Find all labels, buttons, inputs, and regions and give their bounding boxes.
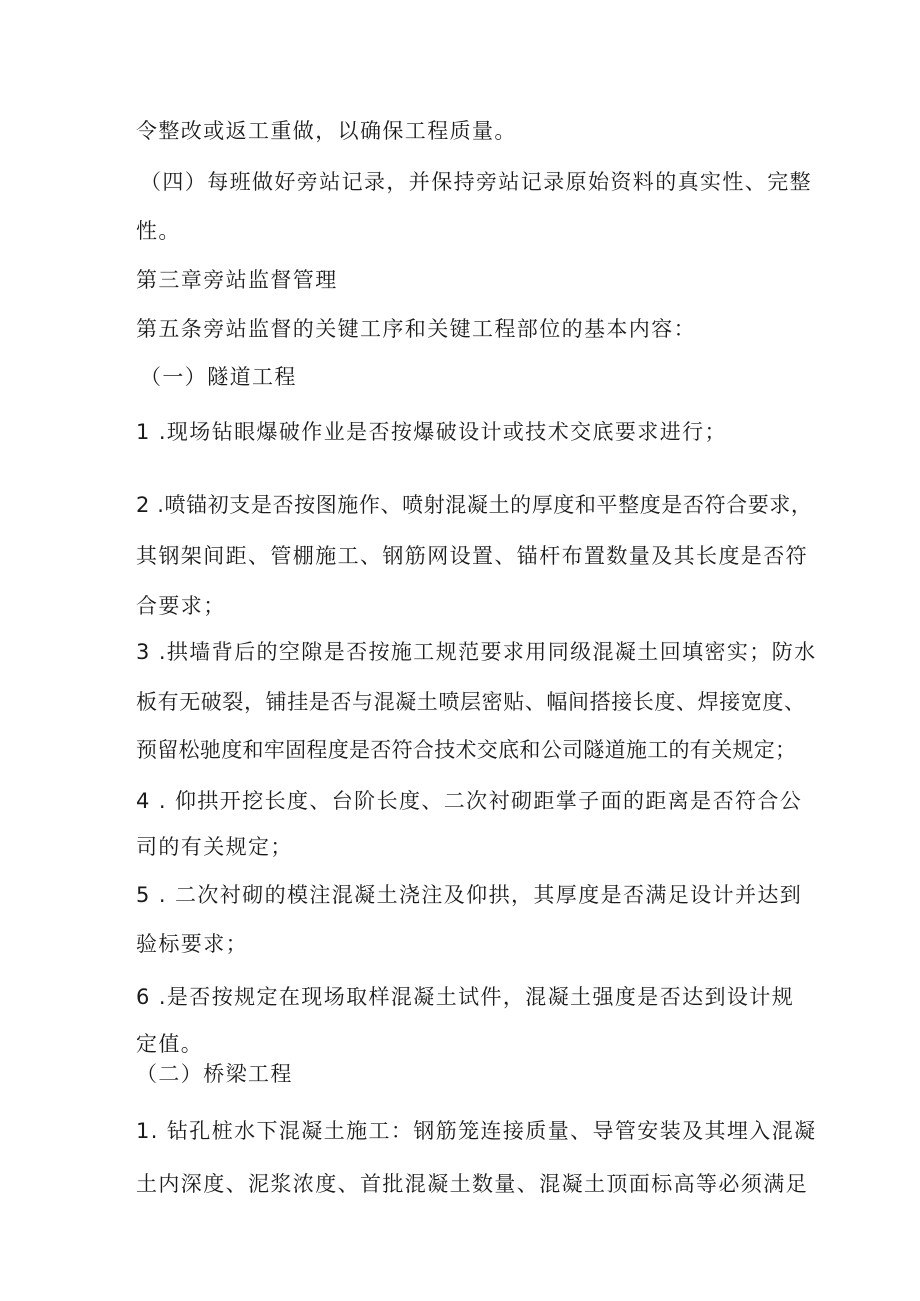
text-line-8: 2 .喷锚初支是否按图施作、喷射混凝土的厚度和平整度是否符合要求， bbox=[136, 493, 813, 517]
text-line-9: 其钢架间距、管棚施工、钢筋网设置、锚杆布置数量及其长度是否符 bbox=[136, 544, 808, 568]
text-line-2: （四）每班做好旁站记录，并保持旁站记录原始资料的真实性、完整 bbox=[140, 170, 812, 194]
text-line-7: 1 .现场钻眼爆破作业是否按爆破设计或技术交底要求进行； bbox=[136, 420, 727, 444]
section-heading-bridge: （二）桥梁工程 bbox=[136, 1062, 293, 1086]
chapter-heading: 第三章旁站监督管理 bbox=[136, 268, 338, 292]
text-line-1: 令整改或返工重做，以确保工程质量。 bbox=[136, 119, 517, 143]
text-line-17: 验标要求； bbox=[136, 932, 248, 956]
text-line-13: 预留松驰度和牢固程度是否符合技术交底和公司隧道施工的有关规定； bbox=[136, 738, 797, 762]
text-line-10: 合要求； bbox=[136, 594, 226, 618]
text-line-12: 板有无破裂，铺挂是否与混凝土喷层密贴、幅间搭接长度、焊接宽度、 bbox=[136, 690, 806, 714]
text-line-14: 4 . 仰拱开挖长度、台阶长度、二次衬砌距掌子面的距离是否符合公 bbox=[136, 789, 803, 813]
text-line-3: 性。 bbox=[136, 219, 181, 243]
text-line-18: 6 .是否按规定在现场取样混凝土试件，混凝土强度是否达到设计规 bbox=[136, 985, 795, 1009]
text-line-11: 3 .拱墙背后的空隙是否按施工规范要求用同级混凝土回填密实；防水 bbox=[136, 640, 817, 664]
text-line-15: 司的有关规定； bbox=[136, 835, 293, 859]
text-line-21: 1. 钻孔桩水下混凝土施工：钢筋笼连接质量、导管安装及其埋入混凝 bbox=[136, 1119, 817, 1143]
text-line-22: 土内深度、泥浆浓度、首批混凝土数量、混凝土顶面标高等必须满足 bbox=[136, 1172, 808, 1196]
text-line-5: 第五条旁站监督的关键工序和关键工程部位的基本内容： bbox=[136, 317, 696, 341]
text-line-19: 定值。 bbox=[136, 1032, 204, 1056]
text-line-16: 5 . 二次衬砌的模注混凝土浇注及仰拱，其厚度是否满足设计并达到 bbox=[136, 883, 803, 907]
section-heading-tunnel: （一）隧道工程 bbox=[140, 365, 297, 389]
